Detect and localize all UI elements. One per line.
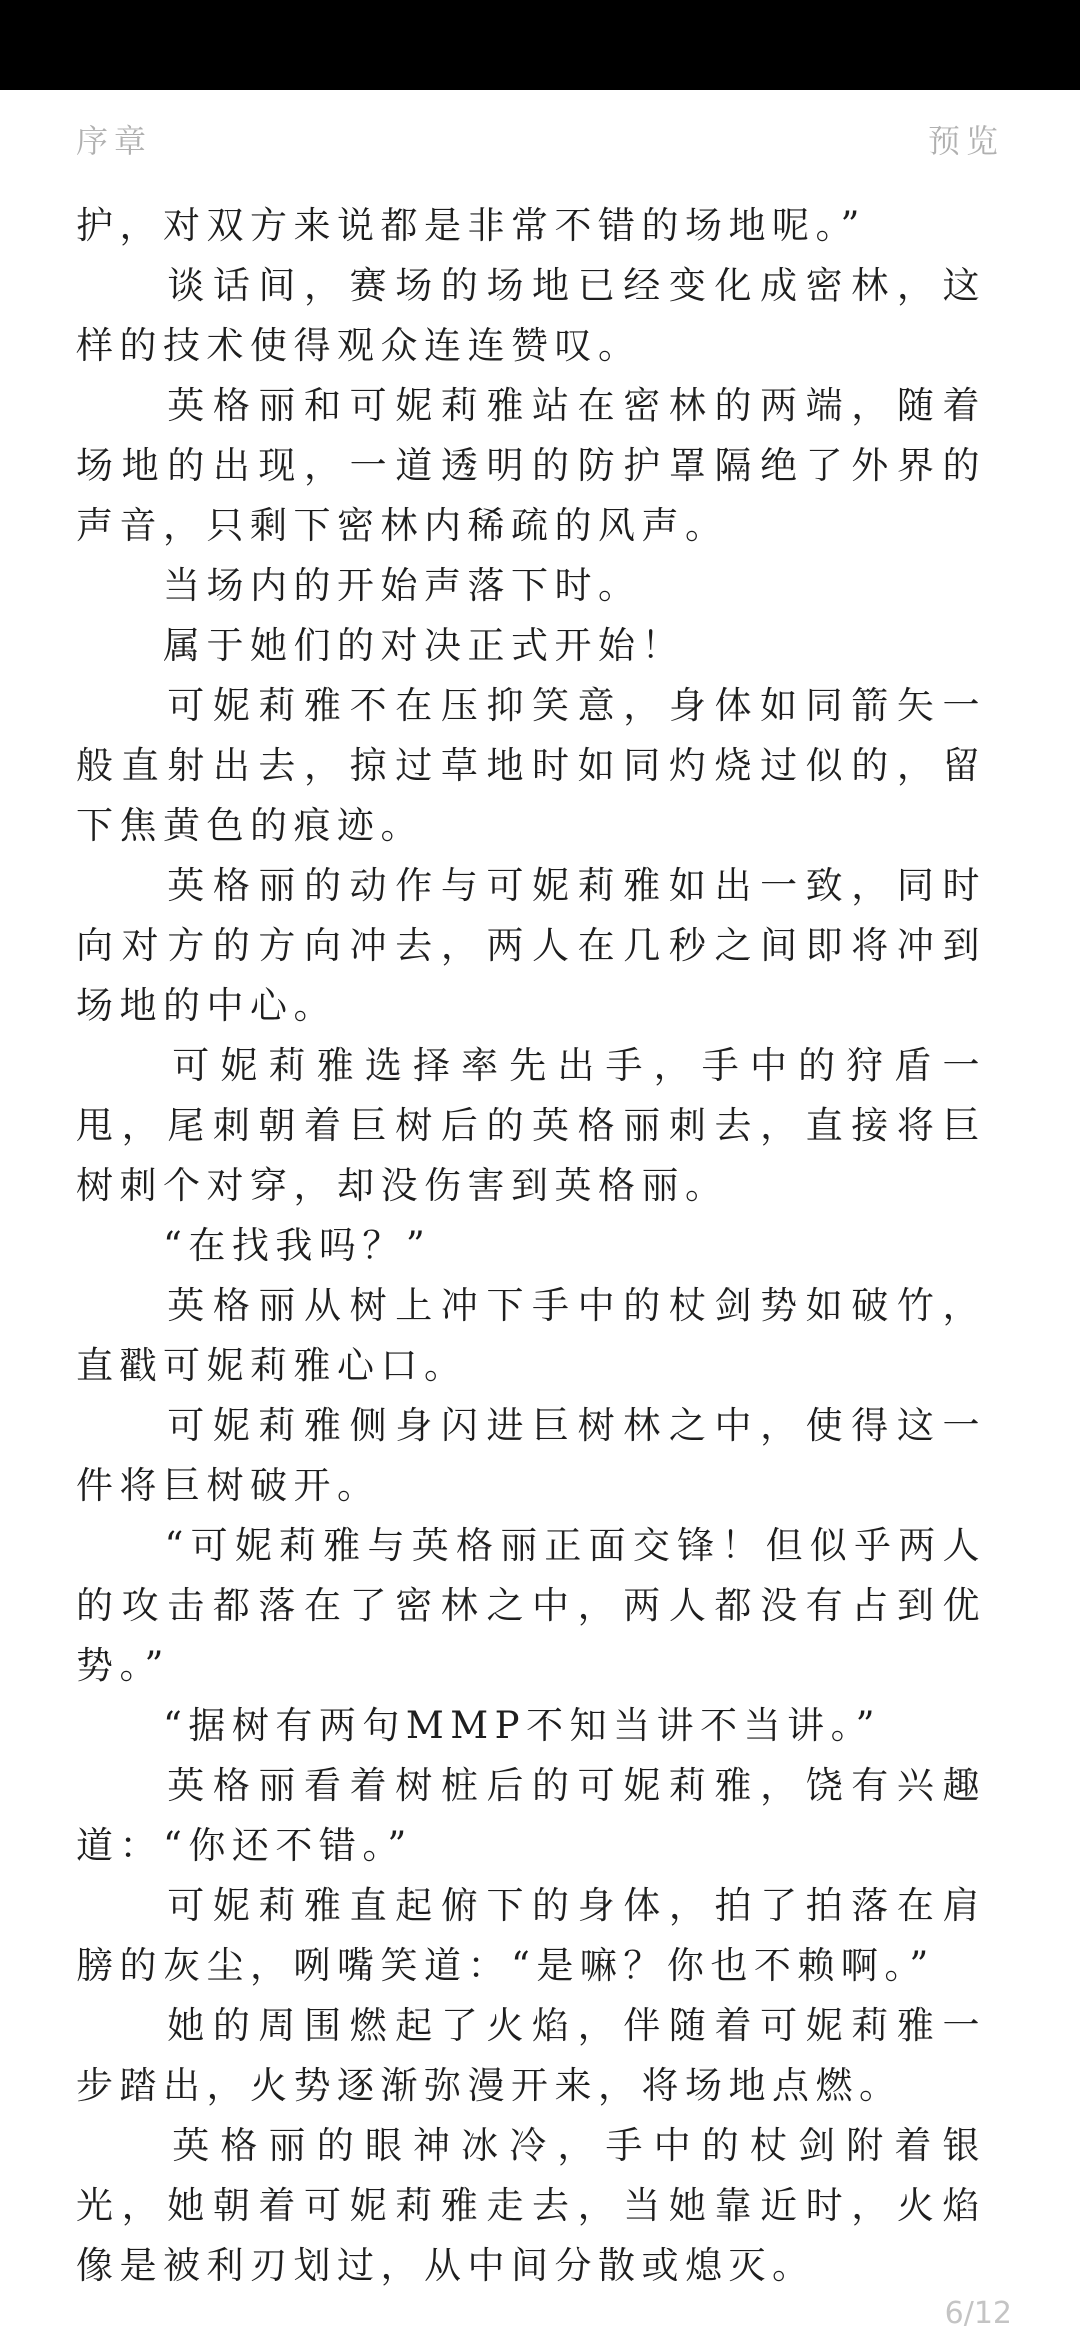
paragraph: 英格丽的动作与可妮莉雅如出一致，同时向对方的方向冲去，两人在几秒之间即将冲到场地的中心。 <box>76 864 986 1027</box>
paragraph: 可妮莉雅侧身闪进巨树林之中，使得这一件将巨树破开。 <box>76 1404 986 1507</box>
paragraph: 可妮莉雅直起俯下的身体，拍了拍落在肩膀的灰尘，咧嘴笑道：“是嘛？你也不赖啊。” <box>76 1884 986 1987</box>
paragraph: 英格丽的眼神冰冷，手中的杖剑附着银光，她朝着可妮莉雅走去，当她靠近时，火焰像是被利刃划过，从中间分散或熄灭。 <box>76 2124 986 2287</box>
preview-label[interactable]: 预览 <box>927 122 1004 160</box>
chapter-title: 序章 <box>76 122 153 160</box>
paragraph: 护，对双方来说都是非常不错的场地呢。” <box>76 204 866 247</box>
status-bar <box>0 0 1080 90</box>
paragraph: 英格丽看着树桩后的可妮莉雅，饶有兴趣道：“你还不错。” <box>76 1764 986 1867</box>
paragraph: “在找我吗？” <box>76 1224 432 1267</box>
reading-content[interactable] <box>76 196 986 2296</box>
paragraph: 当场内的开始声落下时。 <box>76 564 642 607</box>
paragraph: “可妮莉雅与英格丽正面交锋！但似乎两人的攻击都落在了密林之中，两人都没有占到优势。” <box>76 1524 986 1687</box>
paragraph: “据树有两句MMP不知当讲不当讲。” <box>76 1704 881 1747</box>
paragraph: 谈话间，赛场的场地已经变化成密林，这样的技术使得观众连连赞叹。 <box>76 264 986 367</box>
paragraph: 可妮莉雅选择率先出手，手中的狩盾一甩，尾刺朝着巨树后的英格丽刺去，直接将巨树刺个对穿，却没伤害到英格丽。 <box>76 1044 986 1207</box>
reader-top-bar <box>0 90 1080 190</box>
page-indicator: 6/12 <box>944 2296 1012 2331</box>
paragraph: 她的周围燃起了火焰，伴随着可妮莉雅一步踏出，火势逐渐弥漫开来，将场地点燃。 <box>76 2004 986 2107</box>
paragraph: 英格丽和可妮莉雅站在密林的两端，随着场地的出现，一道透明的防护罩隔绝了外界的声音，只剩下密林内稀疏的风声。 <box>76 384 986 547</box>
paragraph: 属于她们的对决正式开始！ <box>76 624 685 667</box>
paragraph: 英格丽从树上冲下手中的杖剑势如破竹，直戳可妮莉雅心口。 <box>76 1284 986 1387</box>
paragraph: 可妮莉雅不在压抑笑意，身体如同箭矢一般直射出去，掠过草地时如同灼烧过似的，留下焦黄色的痕迹。 <box>76 684 986 847</box>
